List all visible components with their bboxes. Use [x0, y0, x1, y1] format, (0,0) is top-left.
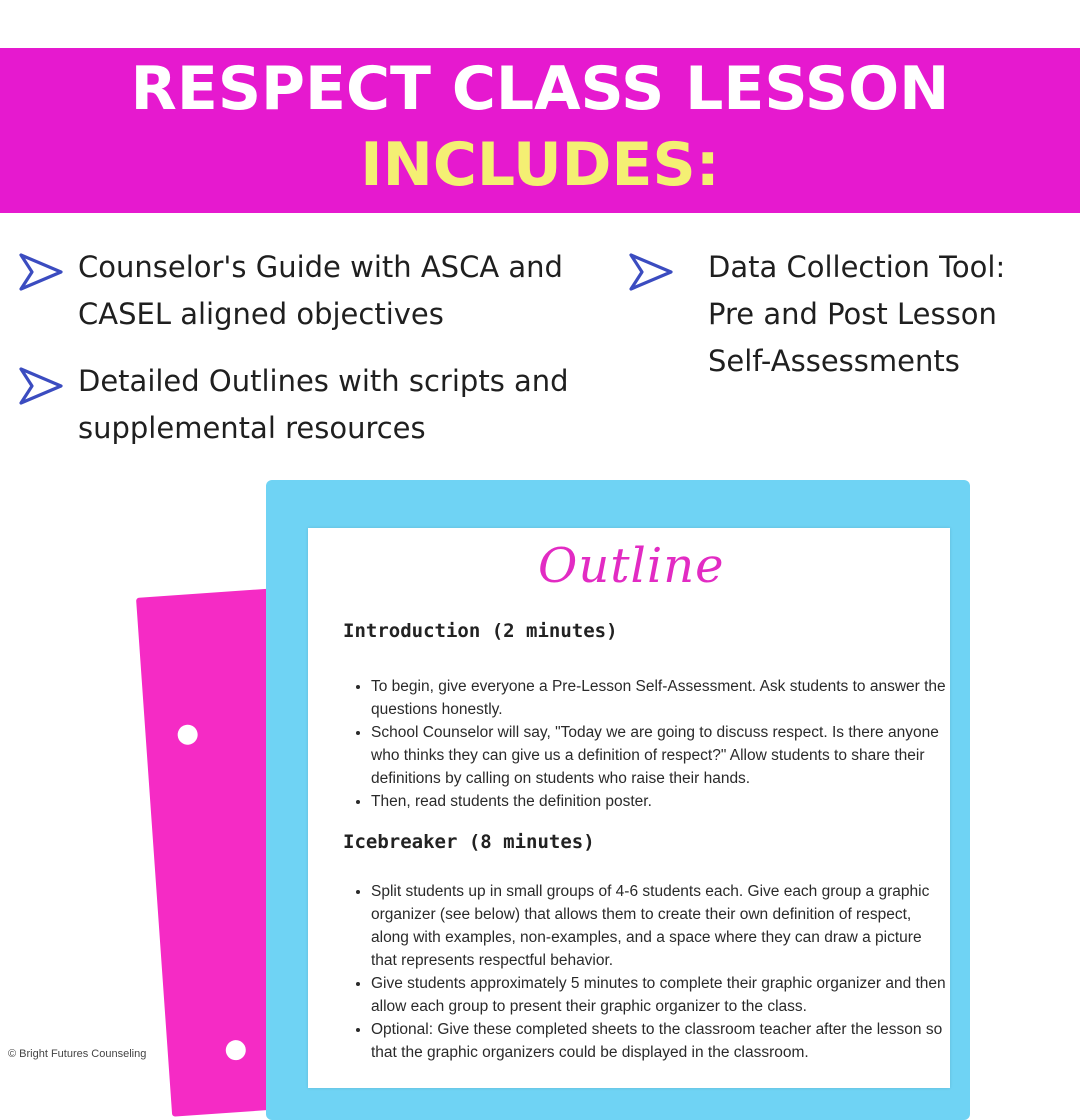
arrow-right-icon	[628, 252, 674, 292]
title-banner	[0, 48, 1080, 213]
title-line-2: INCLUDES:	[360, 130, 720, 200]
feature-item-data-tool	[628, 244, 1068, 385]
feature-text: Detailed Outlines with scripts and supplemental resources	[78, 364, 569, 445]
binder-hole	[177, 724, 198, 745]
copyright-notice: © Bright Futures Counseling	[8, 1048, 147, 1060]
feature-item-guide	[18, 244, 578, 338]
outline-document	[308, 528, 950, 1088]
introduction-bullet-list	[348, 675, 951, 813]
arrow-right-icon	[18, 252, 64, 292]
binder-hole	[225, 1039, 246, 1060]
section-heading-introduction: Introduction (2 minutes)	[343, 620, 618, 642]
list-item: • Give students approximately 5 minutes to complete their graphic organizer and then allow each group to present their graphic organizer to the class.	[371, 972, 951, 1018]
feature-text: Counselor's Guide with ASCA and CASEL aligned objectives	[78, 250, 563, 331]
icebreaker-bullet-list	[348, 880, 951, 1064]
list-item: • Split students up in small groups of 4-6 students each. Give each group a graphic organizer (see below) that allows them to create their own definition of respect, along with examples, non-examples, and a space where they can draw a picture that represents respectful behavior.	[371, 880, 951, 972]
list-item: • Optional: Give these completed sheets to the classroom teacher after the lesson so that the graphic organizers could be displayed in the classroom.	[371, 1018, 951, 1064]
document-title: Outline	[538, 538, 725, 594]
feature-item-outlines	[18, 358, 578, 452]
list-item: • To begin, give everyone a Pre-Lesson Self-Assessment. Ask students to answer the questions honestly.	[371, 675, 951, 721]
list-item: • Then, read students the definition poster.	[371, 790, 951, 813]
section-heading-icebreaker: Icebreaker (8 minutes)	[343, 831, 595, 853]
feature-text: Data Collection Tool: Pre and Post Lesson Self-Assessments	[708, 250, 1006, 378]
list-item: • School Counselor will say, "Today we are going to discuss respect. Is there anyone who thinks they can give us a definition of respect?" Allow students to share their definitions by calling on students who raise their hands.	[371, 721, 951, 790]
arrow-right-icon	[18, 366, 64, 406]
title-line-1: RESPECT CLASS LESSON	[130, 54, 950, 124]
